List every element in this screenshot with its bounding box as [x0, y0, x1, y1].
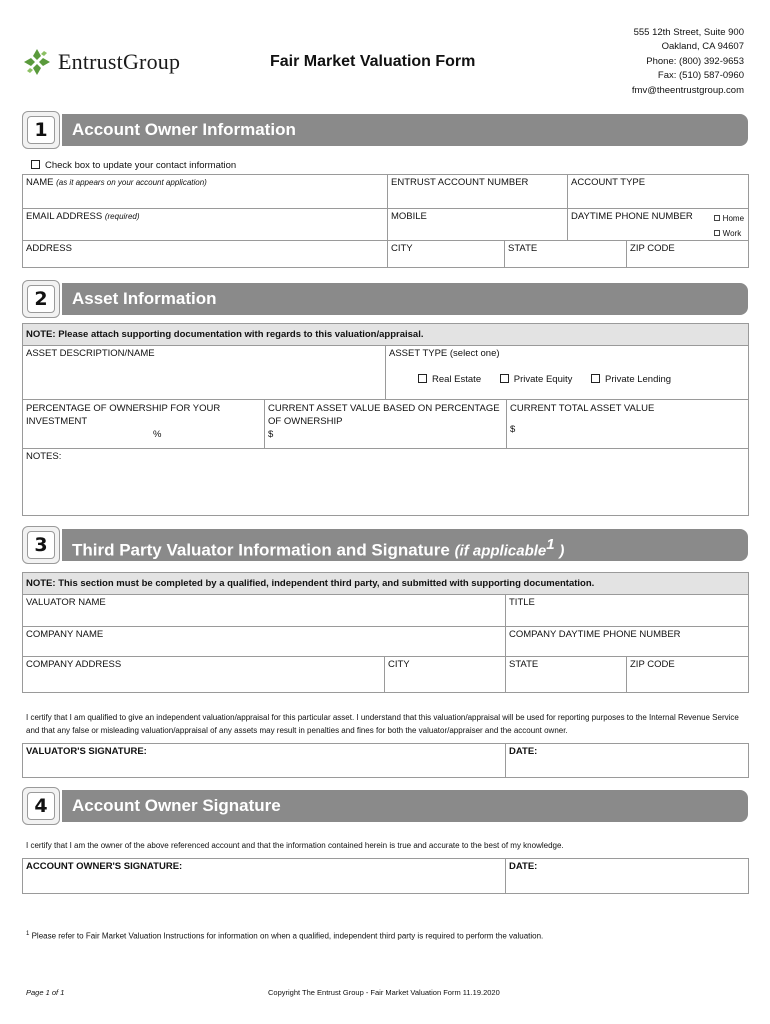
valuator-table	[22, 572, 749, 693]
copyright-text: Copyright The Entrust Group - Fair Market Valuation Form 11.19.2020	[268, 988, 500, 997]
private-equity-checkbox[interactable]	[500, 374, 509, 383]
update-contact-checkbox[interactable]	[31, 160, 40, 169]
company-address-block	[632, 26, 744, 98]
owner-certification-text: I certify that I am the owner of the above referenced account and that the information contained herein is true and accurate to the best of my knowledge.	[26, 841, 564, 850]
footnote	[26, 928, 748, 943]
asset-type-private-equity[interactable]: Private Equity	[500, 374, 573, 385]
current-asset-value-field[interactable]: CURRENT ASSET VALUE BASED ON PERCENTAGE OF OWNERSHIP $	[265, 400, 507, 449]
page-number: Page 1 of 1	[26, 988, 65, 997]
section-4-header	[22, 790, 748, 822]
asset-type-field: ASSET TYPE (select one) Real Estate Private Equity Private Lending	[386, 346, 749, 400]
fax-line: Fax: (510) 587-0960	[657, 70, 744, 82]
valuator-name-field[interactable]: VALUATOR NAME	[23, 595, 506, 627]
email-line: fmv@theentrustgroup.com	[631, 84, 744, 96]
asset-type-real-estate[interactable]: Real Estate	[418, 374, 481, 385]
owner-date-field[interactable]: DATE:	[506, 859, 749, 894]
address-line: 555 12th Street, Suite 900	[633, 27, 744, 38]
section-3-header	[22, 529, 748, 561]
company-zip-field[interactable]: ZIP CODE	[627, 657, 749, 693]
zip-field[interactable]: ZIP CODE	[627, 241, 749, 268]
address-line: Oakland, CA 94607	[661, 41, 744, 53]
work-phone-option[interactable]: Work	[714, 226, 744, 241]
section-title: Asset Information	[62, 283, 748, 315]
valuator-date-field[interactable]: DATE:	[506, 744, 749, 778]
email-field[interactable]: EMAIL ADDRESS (required)	[23, 209, 388, 241]
form-title: Fair Market Valuation Form	[270, 53, 476, 70]
state-field[interactable]: STATE	[505, 241, 627, 268]
notes-field[interactable]: NOTES:	[23, 449, 749, 516]
city-field[interactable]: CITY	[388, 241, 505, 268]
section-1-header	[22, 114, 748, 146]
update-contact-row[interactable]	[31, 160, 236, 171]
real-estate-checkbox[interactable]	[418, 374, 427, 383]
name-field[interactable]: NAME (as it appears on your account application)	[23, 175, 388, 209]
valuator-signature-field[interactable]: VALUATOR'S SIGNATURE:	[23, 744, 506, 778]
footnote-text: Please refer to Fair Market Valuation Instructions for information on when a qualified, independent third party is required to perform the valuation.	[31, 931, 544, 941]
account-number-field[interactable]: ENTRUST ACCOUNT NUMBER	[388, 175, 568, 209]
total-asset-value-field[interactable]: CURRENT TOTAL ASSET VALUE $	[507, 400, 749, 449]
company-address-field[interactable]: COMPANY ADDRESS	[23, 657, 385, 693]
update-contact-label: Check box to update your contact information	[45, 160, 237, 171]
valuator-signature-table	[22, 743, 749, 778]
owner-signature-field[interactable]: ACCOUNT OWNER'S SIGNATURE:	[23, 859, 506, 894]
asset-note: NOTE: Please attach supporting documentation with regards to this valuation/appraisal.	[23, 324, 749, 346]
section-2-header	[22, 283, 748, 315]
valuator-note: NOTE: This section must be completed by a qualified, independent third party, and submitted with supporting documentation.	[23, 573, 749, 595]
section-number-badge: 2	[22, 280, 60, 318]
ownership-percentage-field[interactable]: PERCENTAGE OF OWNERSHIP FOR YOUR INVESTMENT %	[23, 400, 265, 449]
section-number-badge: 1	[22, 111, 60, 149]
company-city-field[interactable]: CITY	[385, 657, 506, 693]
entrust-leaf-icon	[22, 47, 52, 77]
home-checkbox[interactable]	[714, 215, 720, 221]
entrust-logo	[22, 44, 222, 80]
private-lending-checkbox[interactable]	[591, 374, 600, 383]
asset-description-field[interactable]: ASSET DESCRIPTION/NAME	[23, 346, 386, 400]
work-checkbox[interactable]	[714, 230, 720, 236]
section-title: Account Owner Information	[62, 114, 748, 146]
footnote-marker: 1	[26, 931, 30, 937]
dollar-symbol: $	[510, 424, 516, 435]
section-number-badge: 3	[22, 526, 60, 564]
logo-wordmark: EntrustGroup	[58, 49, 181, 74]
owner-signature-table	[22, 858, 749, 894]
company-phone-field[interactable]: COMPANY DAYTIME PHONE NUMBER	[506, 627, 749, 657]
dollar-symbol: $	[268, 429, 274, 440]
valuator-title-field[interactable]: TITLE	[506, 595, 749, 627]
address-field[interactable]: ADDRESS	[23, 241, 388, 268]
phone-line: Phone: (800) 392-9653	[646, 55, 744, 67]
account-type-field[interactable]: ACCOUNT TYPE	[568, 175, 749, 209]
company-name-field[interactable]: COMPANY NAME	[23, 627, 506, 657]
company-state-field[interactable]: STATE	[506, 657, 627, 693]
section-title: Third Party Valuator Information and Signature (if applicable$^1$ )	[62, 529, 748, 561]
asset-info-table	[22, 323, 749, 516]
section-title: Account Owner Signature	[62, 790, 748, 822]
valuator-certification-text: I certify that I am qualified to give an independent valuation/appraisal for this particular asset. I understand that this valuation/appraisal will be used for reporting purposes to the Internal Revenue Service and that any false or misleading valuation/appraisal of any assets may result in penalties and fines for both the valuator/appraiser and the account owner.	[26, 713, 739, 735]
account-owner-table	[22, 174, 749, 268]
daytime-phone-field[interactable]: DAYTIME PHONE NUMBER Home Work	[568, 209, 749, 241]
section-number-badge: 4	[22, 787, 60, 825]
home-phone-option[interactable]: Home	[714, 211, 744, 226]
mobile-field[interactable]: MOBILE	[388, 209, 568, 241]
percent-symbol: %	[153, 429, 162, 440]
asset-type-private-lending[interactable]: Private Lending	[591, 374, 671, 385]
